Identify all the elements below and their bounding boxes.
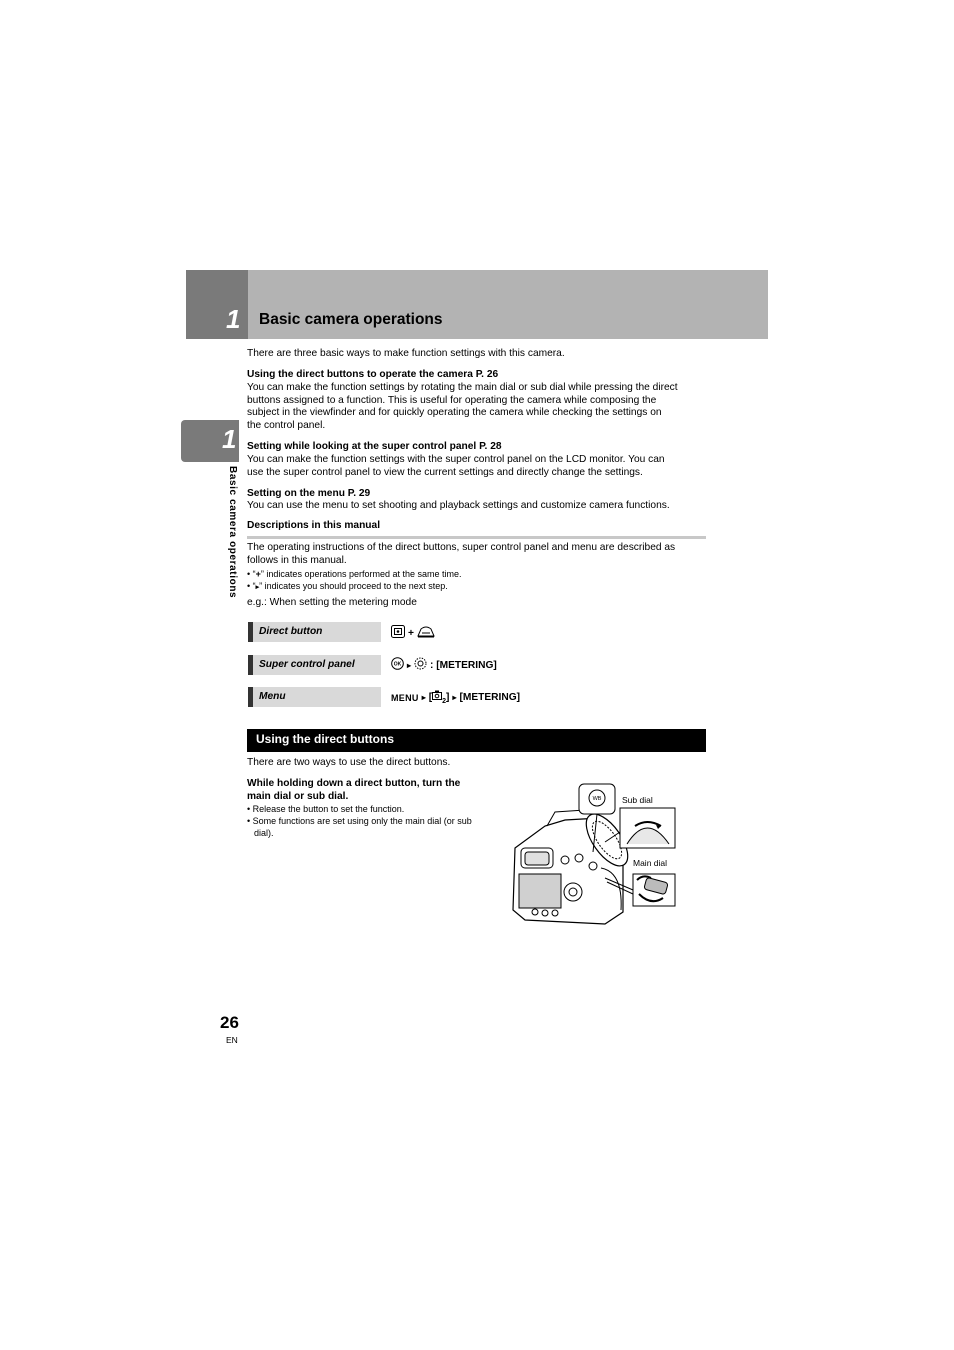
example-label-menu: Menu: [248, 687, 381, 707]
sub-dial-label: Sub dial: [622, 795, 653, 805]
section-heading: Using the direct buttons to operate the camera P. 26: [247, 369, 499, 380]
descriptions-heading: Descriptions in this manual: [247, 520, 381, 531]
bullet-item: • Release the button to set the function.: [247, 804, 405, 814]
body-line: use the super control panel to view the current settings and directly change the settings.: [247, 466, 643, 478]
example-value-super-control-panel: [391, 657, 497, 673]
example-value-menu: [391, 690, 520, 705]
bullet-prefix: • “: [247, 569, 256, 579]
example-text: [METERING]: [459, 692, 521, 704]
bullet-list: [247, 568, 462, 594]
arrow-symbol: ▸: [421, 693, 426, 703]
bullet-item: dial).: [254, 828, 274, 838]
page-number: 26: [220, 1013, 239, 1032]
example-value-direct-button: [391, 625, 435, 641]
section-body: [247, 382, 678, 432]
body-line: You can make the function settings by rotating the main dial or sub dial while pressing the direct: [247, 382, 678, 393]
body-line: The operating instructions of the direct buttons, super control panel and menu are described as: [247, 542, 676, 553]
svg-text:OK: OK: [393, 661, 402, 668]
body-line: You can make the function settings with the super control panel on the LCD monitor. You can: [247, 454, 665, 465]
wb-button-icon: WB: [592, 796, 602, 802]
ok-button-icon: [391, 657, 404, 673]
direct-intro: There are two ways to use the direct buttons.: [247, 757, 451, 768]
camera-illustration: [505, 782, 685, 930]
menu-tab: [ $_2$]: [428, 692, 450, 706]
dial-icon: [417, 625, 435, 641]
example-text: : [METERING]: [430, 659, 497, 671]
body-line: buttons assigned to a function. This is useful for operating the camera while composing the: [247, 394, 657, 406]
tab-subscript: 2: [442, 698, 447, 706]
example-label-super-control-panel: Super control panel: [248, 655, 381, 675]
section-heading: Setting on the menu P. 29: [247, 488, 371, 499]
side-chapter-label: Basic camera operations: [227, 466, 238, 599]
bullet-text: ” indicates you should proceed to the next step.: [259, 581, 448, 591]
section-title: Using the direct buttons: [256, 732, 394, 746]
page-language: EN: [226, 1035, 238, 1045]
body-line: the control panel.: [247, 419, 326, 431]
plus-symbol: +: [255, 569, 261, 579]
direct-bullets: [247, 803, 472, 839]
bullet-text: ” indicates operations performed at the same time.: [260, 569, 462, 579]
subheading-line: While holding down a direct button, turn the: [247, 778, 461, 789]
heading-rule: [247, 536, 706, 539]
intro-text: There are three basic ways to make function settings with this camera.: [247, 348, 565, 359]
direct-subheading: [247, 778, 460, 803]
chapter-number: 1: [226, 304, 241, 334]
section-body: [247, 454, 665, 479]
section-body: You can use the menu to set shooting and playback settings and customize camera functions.: [247, 500, 670, 511]
arrow-symbol: ▸: [407, 660, 412, 670]
plus-symbol: +: [408, 627, 414, 639]
arrow-symbol: ▸: [255, 584, 260, 591]
side-chapter-number: 1: [222, 424, 237, 454]
bullet-item: • Some functions are set using only the main dial (or sub: [247, 816, 472, 826]
metering-icon: [414, 657, 427, 673]
main-dial-label: Main dial: [633, 858, 668, 868]
bullet-item: [247, 568, 462, 580]
descriptions-body: [247, 542, 675, 567]
body-line: subject in the viewfinder and for quickly operating the camera while checking the settings on: [247, 407, 662, 419]
menu-word: MENU: [391, 692, 419, 703]
example-intro: e.g.: When setting the metering mode: [247, 597, 417, 608]
section-heading: Setting while looking at the super control panel P. 28: [247, 441, 502, 452]
body-line: follows in this manual.: [247, 554, 347, 566]
bullet-prefix: • “: [247, 581, 256, 591]
camera-drawing: [505, 782, 685, 930]
bullet-item: [247, 580, 462, 594]
page-title: Basic camera operations: [259, 311, 443, 328]
metering-button-icon: [391, 625, 405, 641]
arrow-symbol: ▸: [452, 693, 457, 703]
example-label-direct-button: Direct button: [248, 622, 381, 642]
subheading-line: main dial or sub dial.: [247, 790, 349, 802]
camera-tab-icon: [432, 690, 442, 703]
